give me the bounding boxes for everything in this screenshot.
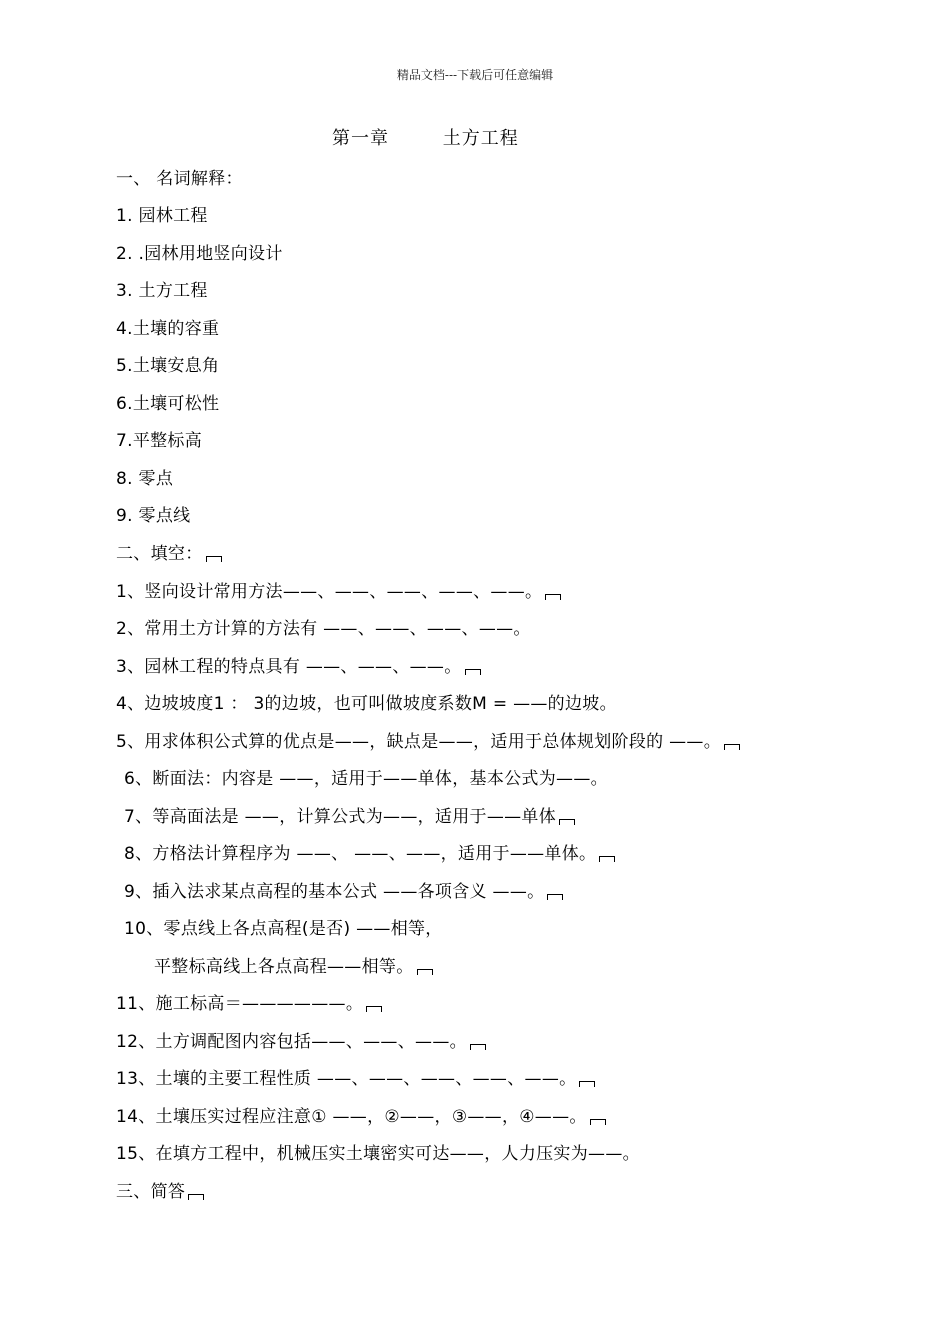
fill-item [116, 1064, 595, 1089]
fill-item [116, 1139, 640, 1164]
fill-item-text: 14、土壤压实过程应注意① ——，②——，③——，④——。 [116, 1107, 587, 1127]
fill-item-text: 11、施工标高＝——————。 [116, 994, 364, 1014]
fill-item-text: 3、园林工程的特点具有 ——、——、——。 [116, 657, 462, 677]
fill-item-text: 6、断面法：内容是 ——，适用于——单体，基本公式为——。 [124, 769, 608, 789]
term-item: 6.土壤可松性 [116, 394, 220, 414]
fill-item-text: 平整标高线上各点高程——相等。 [154, 957, 414, 977]
fill-item [116, 989, 382, 1014]
fill-item-text: 2、常用土方计算的方法有 ——、——、——、——。 [116, 619, 531, 639]
paragraph-mark-icon [545, 594, 561, 600]
term-item: 5.土壤安息角 [116, 356, 220, 376]
paragraph-mark-icon [470, 1044, 486, 1050]
fill-item-text: 7、等高面法是 ——，计算公式为——，适用于——单体 [124, 807, 557, 827]
section-heading-text: 三、简答 [116, 1182, 186, 1202]
fill-item [116, 1102, 606, 1127]
section-heading-fill [116, 539, 222, 564]
paragraph-mark-icon [724, 744, 740, 750]
section-heading-short-answer [116, 1177, 204, 1202]
fill-item [116, 614, 531, 639]
term-item: 8. 零点 [116, 469, 174, 489]
fill-item-text: 12、土方调配图内容包括——、——、——。 [116, 1032, 467, 1052]
fill-item [124, 877, 563, 902]
section-heading-terms: 一、 名词解释： [116, 169, 243, 189]
term-item: 9. 零点线 [116, 506, 191, 526]
section-heading-text: 二、填空： [116, 544, 203, 564]
chapter-title: 第一章 土方工程 [332, 128, 519, 149]
term-item: 3. 土方工程 [116, 281, 208, 301]
paragraph-mark-icon [547, 894, 563, 900]
fill-item-text: 8、方格法计算程序为 ——、 ——、——，适用于——单体。 [124, 844, 597, 864]
fill-item [116, 652, 481, 677]
page-header: 精品文档---下载后可任意编辑 [396, 68, 554, 82]
fill-item [154, 952, 433, 977]
paragraph-mark-icon [417, 969, 433, 975]
paragraph-mark-icon [590, 1119, 606, 1125]
fill-item [116, 1027, 486, 1052]
paragraph-mark-icon [579, 1081, 595, 1087]
term-item: 4.土壤的容重 [116, 319, 220, 339]
fill-item [116, 727, 740, 752]
term-item: 2. .园林用地竖向设计 [116, 244, 283, 264]
fill-item-text: 1、竖向设计常用方法——、——、——、——、——。 [116, 582, 543, 602]
fill-item [124, 839, 615, 864]
term-item: 1. 园林工程 [116, 206, 208, 226]
fill-item-text: 5、用求体积公式算的优点是——，缺点是——，适用于总体规划阶段的 ——。 [116, 732, 722, 752]
paragraph-mark-icon [366, 1006, 382, 1012]
paragraph-mark-icon [206, 556, 222, 562]
paragraph-mark-icon [599, 856, 615, 862]
fill-item-text: 15、在填方工程中，机械压实土壤密实可达——，人力压实为——。 [116, 1144, 640, 1164]
fill-item [124, 764, 608, 789]
term-item: 7.平整标高 [116, 431, 203, 451]
fill-item [116, 577, 561, 602]
paragraph-mark-icon [465, 669, 481, 675]
paragraph-mark-icon [559, 819, 575, 825]
fill-item-text: 4、边坡坡度1 ： 3的边坡，也可叫做坡度系数M = ——的边坡。 [116, 694, 617, 714]
fill-item [116, 689, 617, 714]
fill-item-text: 10、零点线上各点高程(是否) ——相等， [124, 919, 443, 939]
fill-item-text: 9、插入法求某点高程的基本公式 ——各项含义 ——。 [124, 882, 545, 902]
fill-item-text: 13、土壤的主要工程性质 ——、——、——、——、——。 [116, 1069, 577, 1089]
paragraph-mark-icon [188, 1194, 204, 1200]
fill-item [124, 914, 443, 939]
fill-item [124, 802, 575, 827]
